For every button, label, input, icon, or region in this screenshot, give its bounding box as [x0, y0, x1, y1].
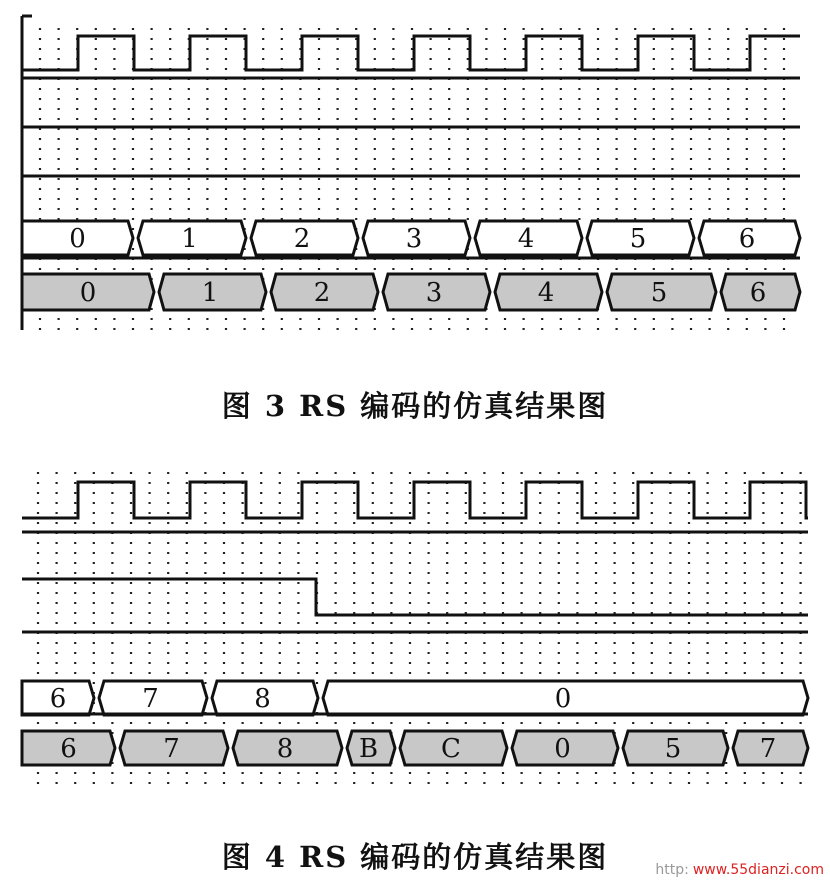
- fig4-bus-b-value: 5: [664, 734, 682, 764]
- fig3-bus-b-value: 3: [425, 278, 443, 308]
- fig4-bus-b-value: B: [358, 734, 379, 764]
- fig3-bus-a-value: 4: [517, 224, 535, 254]
- fig3-bus-b-value: 6: [749, 278, 767, 308]
- fig4-bus-a-value: 8: [254, 684, 271, 714]
- watermark: [655, 862, 824, 878]
- fig4-bus-a-value: 7: [142, 684, 159, 714]
- fig4-bus-b-value: 7: [163, 734, 180, 764]
- watermark-prefix: http:: [655, 862, 689, 878]
- fig4-bus-b-value: 7: [759, 734, 777, 764]
- fig3-bus-a-value: 1: [181, 224, 198, 254]
- fig4-bus-a-value: 0: [554, 684, 572, 714]
- fig4-enable-signal: [22, 579, 808, 615]
- fig3-bus-b-value: 0: [79, 278, 97, 308]
- fig3-clock-signal: [22, 36, 800, 70]
- fig4-bus-b-value: 6: [60, 734, 77, 764]
- fig3-bus-a-value: 2: [293, 224, 311, 254]
- figure-4-caption: 图 4 RS 编码的仿真结果图: [221, 840, 609, 874]
- fig3-bus-a-value: 5: [629, 224, 647, 254]
- fig3-bus-b-value: 5: [650, 278, 668, 308]
- fig4-bus-b-value: 8: [276, 734, 294, 764]
- fig3-bus-a-value: 3: [405, 224, 423, 254]
- figure-3-caption: 图 3 RS 编码的仿真结果图: [221, 389, 609, 423]
- fig4-bus-a-value: 6: [49, 684, 67, 714]
- fig4-bus-b-value: C: [441, 734, 461, 764]
- fig3-bus-a-value: 0: [69, 224, 86, 254]
- fig3-bus-b-value: 2: [313, 278, 331, 308]
- watermark-text: www.55dianzi.com: [692, 862, 824, 878]
- fig3-bus-b-value: 4: [537, 278, 555, 308]
- fig4-bus-b-value: 0: [554, 734, 571, 764]
- fig3-bus-b-value: 1: [201, 278, 219, 308]
- fig3-bus-a-value: 6: [738, 224, 756, 254]
